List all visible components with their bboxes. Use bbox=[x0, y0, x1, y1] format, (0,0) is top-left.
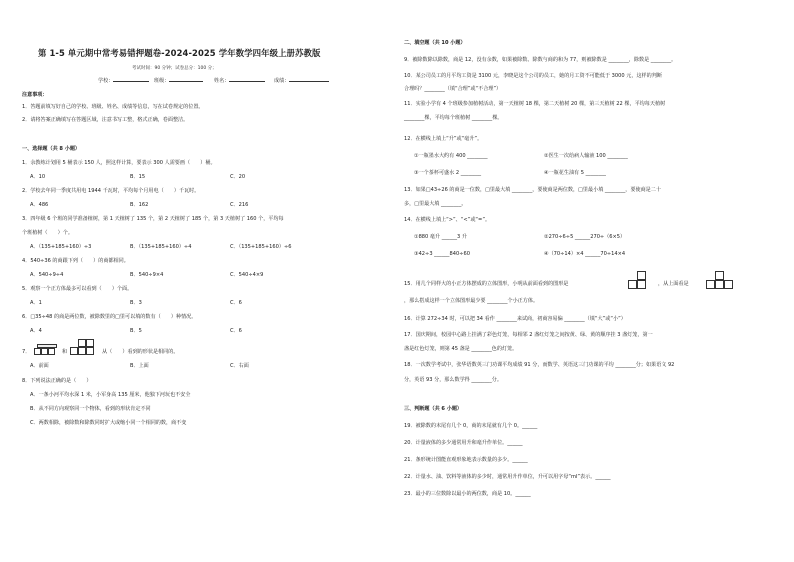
q1-option-a: A．10 bbox=[30, 174, 46, 180]
section-1-title: 一、选择题（共 8 小题） bbox=[22, 146, 81, 152]
exam-info: 考试时间：90 分钟；试卷总分：100 分； bbox=[132, 66, 217, 71]
q8-option-b: B．从不同方向观察同一个物体，看到的形状肯定不同 bbox=[30, 406, 151, 412]
q7-figure-1 bbox=[34, 342, 60, 355]
q4-option-b: B．540÷9×4 bbox=[130, 272, 164, 278]
question-9: 9．被除数除以除数，商是 12，没有余数，如果被除数、除数与商的和为 77，则被除数是 ________，除数是 ________。 bbox=[404, 57, 677, 63]
q12-item-2: ②医生一次给病人输液 100 ________ bbox=[544, 153, 628, 159]
q2-option-c: C．216 bbox=[230, 202, 249, 208]
question-15-top-label: ，从上面看是 bbox=[658, 281, 689, 287]
notice-2: 2．请将答案正确填写在答题区域，注意书写工整，格式正确，卷面整洁。 bbox=[22, 117, 189, 123]
q14-item-4: ④（70÷14）×4 ______70÷14×4 bbox=[544, 251, 626, 257]
q15-front-view-figure bbox=[628, 271, 652, 289]
info-class: 班级： bbox=[154, 78, 203, 85]
q7-figure-2 bbox=[70, 338, 100, 355]
q5-option-a: A．1 bbox=[30, 300, 42, 306]
question-6: 6．□35÷48 的商是两位数，被除数里的□里可以填的数有（ ）种情况。 bbox=[22, 314, 197, 320]
q2-option-b: B．162 bbox=[130, 202, 149, 208]
q12-item-1: ①一瓶墨水大约有 400 ________ bbox=[414, 153, 488, 159]
question-23: 23．最小的三位数除以最小的两位数，商是 10。______ bbox=[404, 491, 531, 497]
q7-option-b: B．上面 bbox=[130, 363, 149, 369]
question-21: 21．条形统计图能直观形象地表示数量的多少。______ bbox=[404, 457, 528, 463]
q3-option-c: C．（135+185+160）÷6 bbox=[230, 244, 292, 250]
question-20: 20．计量液体的多少通常用升和毫升作单位。______ bbox=[404, 440, 523, 446]
question-13-line1: 13．如果□43÷26 的商是一位数，□里最大填 ________，要使商是两位数，□里最小填 ________，要使商是二十 bbox=[404, 187, 661, 193]
question-11-line2: ________棵，平均每个班植树 ________棵。 bbox=[404, 115, 503, 121]
question-10-line2: 合理吗？________（填“合理”或“不合理”） bbox=[404, 86, 502, 92]
q5-option-c: C．6 bbox=[230, 300, 242, 306]
question-15-line2: ，那么搭成这样一个立体图形最少要 ________个小正方体。 bbox=[404, 298, 539, 304]
q6-option-b: B．5 bbox=[130, 328, 142, 334]
info-school: 学校： bbox=[98, 78, 149, 85]
info-score: 成绩： bbox=[274, 78, 329, 85]
section-2-title: 二、填空题（共 10 小题） bbox=[404, 40, 466, 46]
q12-item-3: ③一个茶杯可盛水 2 ________ bbox=[414, 170, 482, 176]
question-15-line1: 15．用几个同样大的小正方体摆成的立体图形，小明从前面看到的图形是 bbox=[404, 281, 569, 287]
question-17-line2: 盏是红色灯笼，则第 45 盏是 ________色的灯笼。 bbox=[404, 346, 518, 352]
question-16: 16．计算 272÷34 时，可以把 34 看作 ________来试商，初商容易偏 ________（填“大”或“小”） bbox=[404, 316, 626, 322]
q15-top-view-figure bbox=[706, 271, 746, 289]
q14-item-3: ③42÷3 ______840÷60 bbox=[414, 251, 470, 257]
question-22: 22．计量水、油、饮料等液体的多少时，通常用升作单位，升可以用字母“ml”表示。______ bbox=[404, 474, 611, 480]
question-1: 1．余教练计划用 5 桶表示 150 人，照这样计算，要表示 300 人需要画（ ）桶。 bbox=[22, 160, 216, 166]
question-2: 2．学校去年同一季度共用电 1944 千瓦时，平均每个月用电（ ）千瓦时。 bbox=[22, 188, 200, 194]
q6-option-a: A．4 bbox=[30, 328, 42, 334]
notice-title: 注意事项： bbox=[22, 92, 48, 98]
page-title: 第 1-5 单元期中常考易错押题卷-2024-2025 学年数学四年级上册苏教版 bbox=[38, 48, 321, 58]
q5-option-b: B．3 bbox=[130, 300, 142, 306]
q1-option-b: B．15 bbox=[130, 174, 146, 180]
q14-item-2: ②270÷6÷5 ______270÷（6×5） bbox=[544, 234, 626, 240]
q1-option-c: C．20 bbox=[230, 174, 246, 180]
question-18-line1: 18．一次数学考试中，张华语数英三门功课平均成绩 91 分，而数学、英语这三门功课的平均 ________分；如果语文 92 bbox=[404, 362, 675, 368]
question-4: 4．540÷36 的商跟下列（ ）的商都相同。 bbox=[22, 258, 129, 264]
notice-1: 1．答题前填写好自己的学校、班级、姓名、成绩等信息，写在试卷规定的位置。 bbox=[22, 104, 204, 110]
question-7-text: 从（ ）看到的形状是相同的。 bbox=[102, 349, 179, 355]
question-19: 19．被除数的末尾有几个 0，商的末尾就有几个 0。______ bbox=[404, 423, 538, 429]
q4-option-a: A．540÷9÷4 bbox=[30, 272, 64, 278]
q8-option-a: A．一条小河平均水深 1 米，小军身高 135 厘米，他独下河玩也不安全 bbox=[30, 392, 191, 398]
q7-option-a: A．前面 bbox=[30, 363, 49, 369]
q12-item-4: ④一瓶花生油有 5 ________ bbox=[544, 170, 606, 176]
q3-option-b: B．（135+185+160）÷4 bbox=[130, 244, 192, 250]
section-3-title: 三、判断题（共 6 小题） bbox=[404, 406, 463, 412]
question-11-line1: 11．实验小学有 4 个班级参加植树活动，第一天植树 18 棵，第二天植树 20 棵，第三天植树 22 棵，平均每天植树 bbox=[404, 101, 666, 107]
question-12: 12．在横线上填上“升”或“毫升”。 bbox=[404, 136, 483, 142]
info-name: 姓名： bbox=[214, 78, 265, 85]
q8-option-c: C．两数相除，被除数和除数同时扩大或缩小同一个相同的数，商不变 bbox=[30, 420, 187, 426]
q7-option-c: C．右面 bbox=[230, 363, 249, 369]
q2-option-a: A．486 bbox=[30, 202, 49, 208]
question-17-line1: 17．国庆期间，校园中心路上挂满了彩色灯笼，每相邻 2 盏红灯笼之间按黄、绿、黄的顺序挂 3 盏灯笼，第一 bbox=[404, 332, 653, 338]
q6-option-c: C．6 bbox=[230, 328, 242, 334]
question-5: 5．观察一个正方体最多可以看到（ ）个面。 bbox=[22, 286, 133, 292]
q14-item-1: ①880 毫升 ______3 升 bbox=[414, 234, 467, 240]
question-7-and: 和 bbox=[62, 349, 68, 355]
q4-option-c: C．540÷4×9 bbox=[230, 272, 264, 278]
question-3-line2: 个班植树（ ）个。 bbox=[22, 230, 73, 236]
q3-option-a: A．（135+185+160）÷3 bbox=[30, 244, 92, 250]
question-13-line2: 多，□里最大填 ________。 bbox=[404, 201, 467, 207]
question-14: 14．在横线上填上“>”、“<”或“=”。 bbox=[404, 217, 491, 223]
question-8: 8．下列说法正确的是（ ） bbox=[22, 378, 92, 384]
question-3-line1: 3．四年级 6 个班的同学准备植树，第 1 天植树了 135 个，第 2 天植树了 185 个，第 3 天植树了 160 个，平均每 bbox=[22, 216, 284, 222]
question-18-line2: 分，英语 93 分，那么数学得 ________分。 bbox=[404, 377, 502, 383]
question-7-number: 7． bbox=[22, 349, 31, 355]
question-10-line1: 10．某公司员工的月平均工资是 3100 元，李晓是这个公司的员工，她的月工资不可能低于 3000 元，这样的判断 bbox=[404, 73, 662, 79]
